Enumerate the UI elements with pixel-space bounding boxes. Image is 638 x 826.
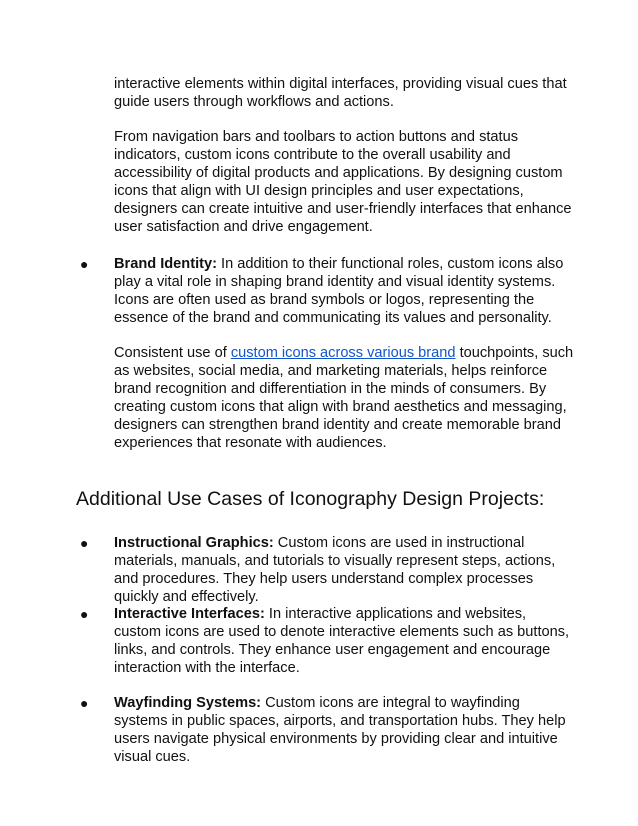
bullet-label: Wayfinding Systems: [114,695,262,711]
paragraph-navigation-bars: From navigation bars and toolbars to action buttons and status indicators, custom icons contribute to the overall usability and accessibility of digital products and applications. By designing custom icons that align with UI design principles and user expectations, designers can create intuitive and user-friendly interfaces that enhance user satisfaction and drive engagement. [114,129,572,235]
paragraph-consistent-use [114,344,574,452]
bullet-icon: ● [80,535,89,551]
bullet-icon: ● [80,606,89,622]
bullet-label: Brand Identity: [114,256,217,272]
bullet-text [114,694,574,766]
section-heading: Additional Use Cases of Iconography Design Projects: [76,488,545,510]
bullet-body: In addition to their functional roles, custom icons also play a vital role in shaping brand identity and visual identity systems. Icons are often used as brand symbols or logos, representing the essence of the brand and communicating its values and personality. [114,256,564,326]
custom-icons-link[interactable]: custom icons across various brand [230,345,456,361]
paragraph-interactive-elements: interactive elements within digital interfaces, providing visual cues that guide users through workflows and actions. [114,76,567,110]
bullet-text [114,255,574,327]
bullet-body: Custom icons are integral to wayfinding systems in public spaces, airports, and transportation hubs. They help users navigate physical environments by providing clear and intuitive visual cues. [114,695,566,765]
bullet-label: Instructional Graphics: [114,535,274,551]
bullet-text [114,534,574,606]
bullet-text [114,605,574,677]
bullet-icon: ● [80,695,89,711]
bullet-icon: ● [80,256,89,272]
paragraph-text-after-link: touchpoints, such as websites, social media, and marketing materials, helps reinforce brand recognition and differentiation in the minds of consumers. By creating custom icons that align with brand aesthetics and messaging, designers can strengthen brand identity and create memorable brand experiences that resonate with audiences. [114,345,574,451]
bullet-body: In interactive applications and websites, custom icons are used to denote interactive elements such as buttons, links, and controls. They enhance user engagement and encourage interaction with the interface. [114,606,570,676]
bullet-body: Custom icons are used in instructional materials, manuals, and tutorials to visually represent steps, actions, and procedures. They help users understand complex processes quickly and effectively. [114,535,556,605]
paragraph-text-before-link: Consistent use of [114,345,231,361]
bullet-label: Interactive Interfaces: [114,606,265,622]
